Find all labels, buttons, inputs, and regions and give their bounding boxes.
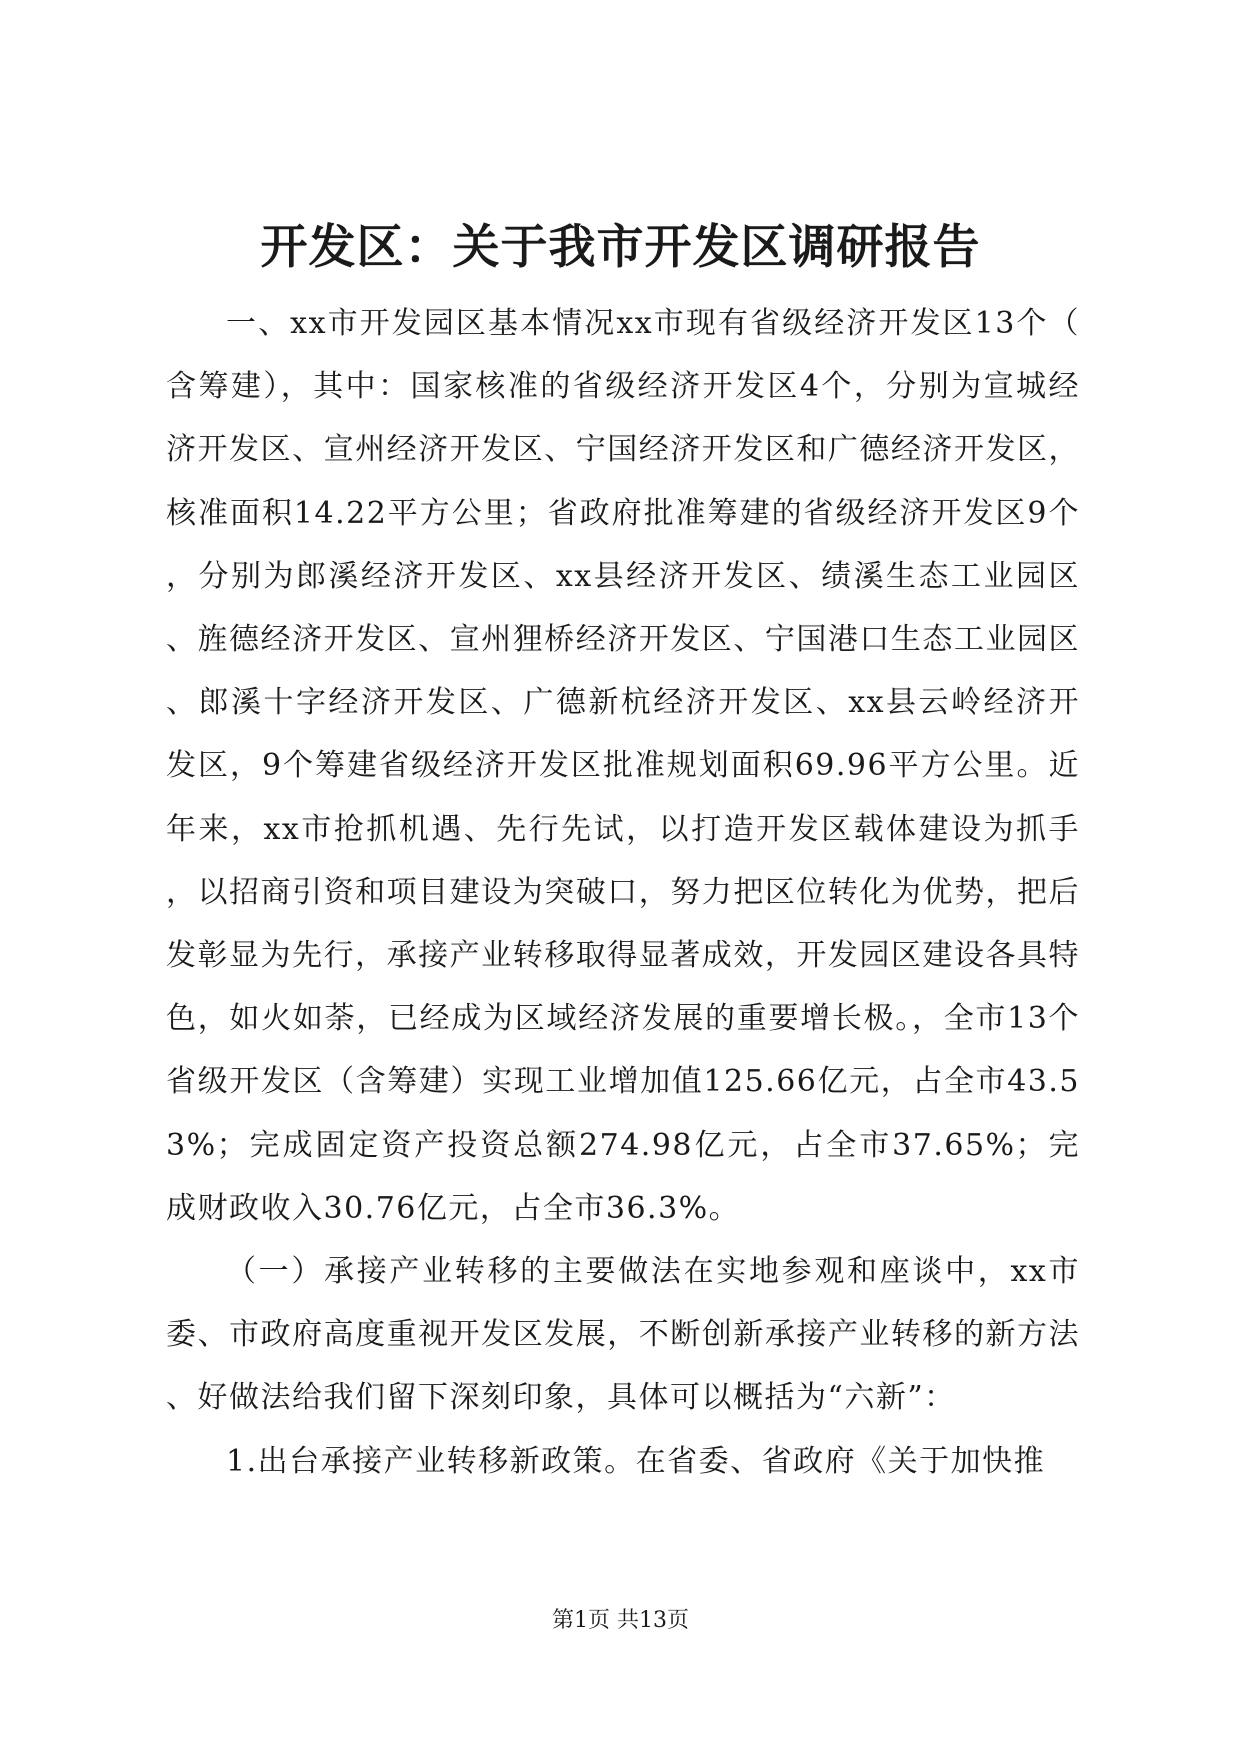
paragraph-new-policy: 1.出台承接产业转移新政策。在省委、省政府《关于加快推 (226, 1443, 1046, 1479)
paragraph-basic-situation: 一、xx市开发园区基本情况xx市现有省级经济开发区13个（含筹建），其中：国家核准的省级经济开发区4个，分别为宣城经济开发区、宣州经济开发区、宁国经济开发区和广德经济开发区，核准面积14.22平方公里；省政府批准筹建的省级经济开发区9个，分别为郎溪经济开发区、xx县经济开发区、绩溪生态工业园区、旌德经济开发区、宣州狸桥经济开发区、宁国港口生态工业园区、郎溪十字经济开发区、广德新杭经济开发区、xx县云岭经济开发区，9个筹建省级经济开发区批准规划面积69.96平方公里。近年来，xx市抢抓机遇、先行先试，以打造开发区载体建设为抓手，以招商引资和项目建设为突破口，努力把区位转化为优势，把后发彰显为先行，承接产业转移取得显著成效，开发园区建设各具特色，如火如荼，已经成为区域经济发展的重要增长极。，全市13个省级开发区（含筹建）实现工业增加值125.66亿元，占全市43.53%；完成固定资产投资总额274.98亿元，占全市37.65%；完成财政收入30.76亿元，占全市36.3%。 (166, 306, 1080, 1226)
page-number-footer: 第1页 共13页 (552, 1608, 689, 1633)
paragraph-main-practices: （一）承接产业转移的主要做法在实地参观和座谈中，xx市委、市政府高度重视开发区发展，不断创新承接产业转移的新方法、好做法给我们留下深刻印象，具体可以概括为“六新”： (166, 1254, 1080, 1416)
document-title: 开发区：关于我市开发区调研报告 (260, 220, 981, 275)
document-body (166, 292, 1080, 1493)
